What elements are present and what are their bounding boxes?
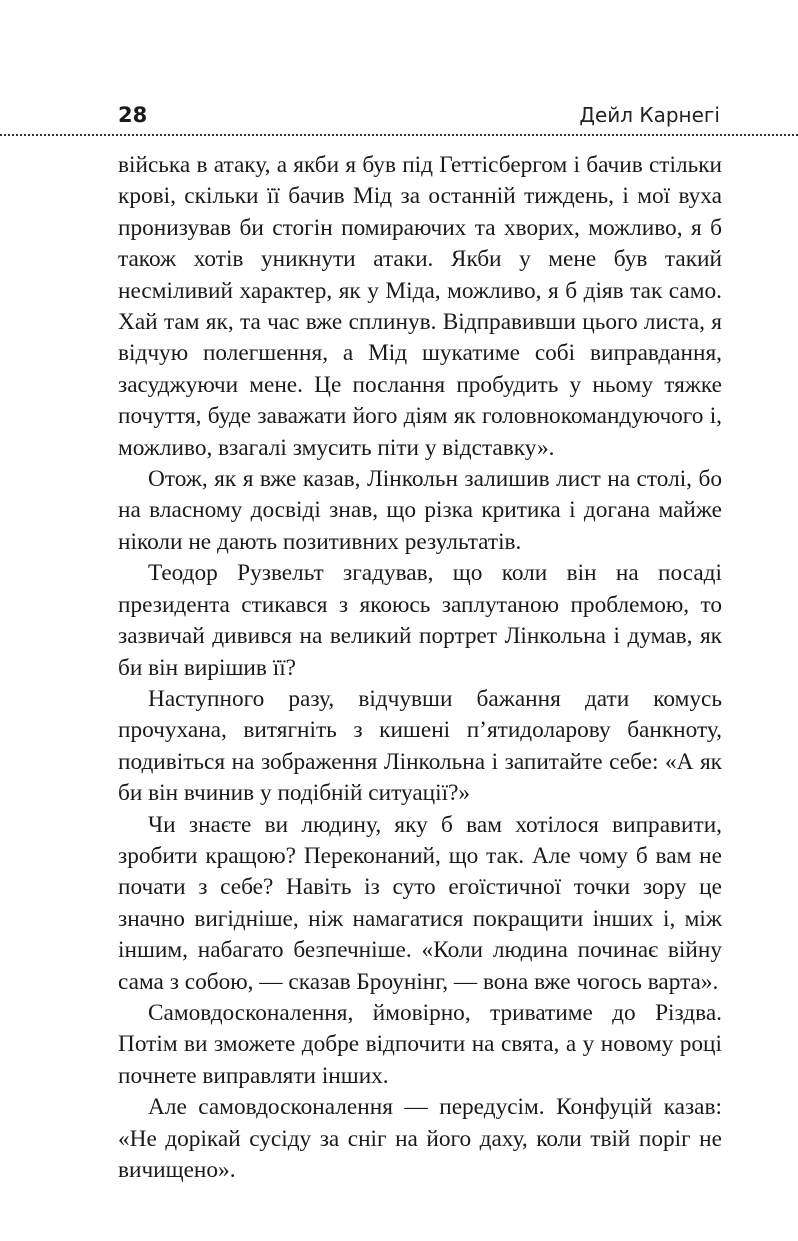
paragraph: Теодор Рузвельт згадував, що коли він на посаді президента стикався з якоюсь заплутаною проблемою, то зазвичай дивився на великий портрет Лінкольна і думав, як би він вирішив її? (118, 560, 722, 681)
page-header (118, 100, 720, 130)
paragraph: Отож, як я вже казав, Лінкольн залишив лист на столі, бо на власному досвіді знав, що різка критика і догана майже ніколи не дають позитивних результатів. (118, 466, 722, 555)
paragraph: Але самовдосконалення — передусім. Конфуцій казав: «Не дорікай сусіду за сніг на його даху, коли твій поріг не вичищено». (118, 1094, 722, 1183)
page-number: 28 (118, 103, 148, 127)
page-body (118, 150, 722, 1186)
running-head-author: Дейл Карнегі (579, 103, 720, 127)
header-dotted-divider (0, 134, 798, 136)
paragraph: Самовдосконалення, ймовірно, триватиме до Різдва. Потім ви зможете добре відпочити на свята, а у новому році почнете виправляти інших. (118, 999, 722, 1089)
paragraph: війська в атаку, а якби я був під Геттісбергом і бачив стільки крові, скільки її бачив Мід за останній тиждень, і мої вуха пронизував би стогін помираючих та хворих, можливо, я б також хотів уникнути атаки. Якби у мене був такий несміливий характер, як у Міда, можливо, я б діяв так само. Хай там як, та час вже сплинув. Відправивши цього листа, я відчую полегшення, а Мід шукатиме собі виправдання, засуджуючи мене. Це послання пробудить у ньому тяжке почуття, буде заважати його діям як головнокомандуючого і, можливо, взагалі змусить піти у відставку». (118, 152, 722, 461)
paragraph: Наступного разу, відчувши бажання дати комусь прочухана, витягніть з кишені п’ятидоларову банкноту, подивіться на зображення Лінкольна і запитайте себе: «А як би він вчинив у подібній ситуації?» (118, 685, 722, 807)
paragraph: Чи знаєте ви людину, яку б вам хотілося виправити, зробити кращою? Переконаний, що так. Але чому б вам не почати з себе? Навіть із суто егоїстичної точки зору це значно вигідніше, ніж намагатися покращити інших і, між іншим, набагато безпечніше. «Коли людина починає війну сама з собою, — сказав Броунінг, — вона вже чогось варта». (118, 811, 722, 995)
